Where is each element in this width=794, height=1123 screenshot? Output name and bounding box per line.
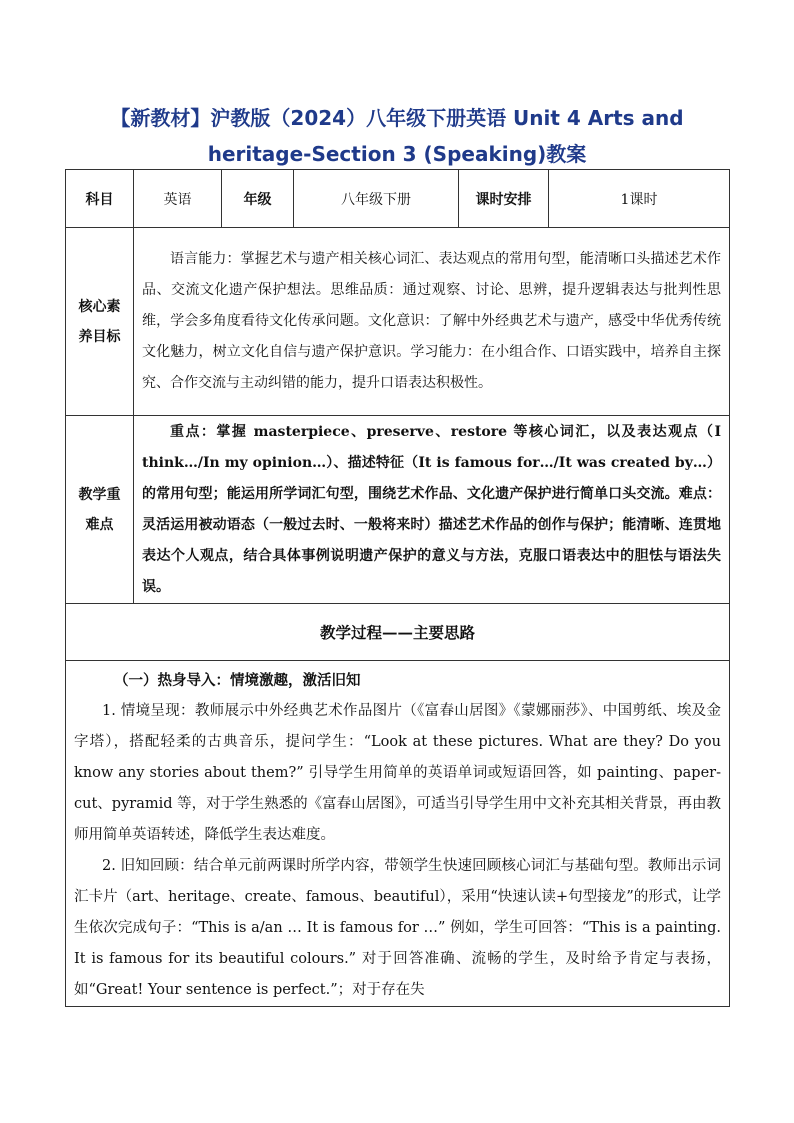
key-points-text: 重点：掌握 masterpiece、preserve、restore 等核心词汇，以及表达观点（I think…/In my opinion…）、描述特征（It is famous for…/It was created by…）的常用句型；能运用所学词汇句型，围绕艺术作品、文化遗产保护进行简单口头交流。难点：灵活运用被动语态（一般过去时、一般将来时）描述艺术作品的创作与保护；能清晰、连贯地表达个人观点，结合具体事例说明遗产保护的意义与方法，克服口语表达中的胆怯与语法失误。 — [134, 416, 730, 604]
key-points-row — [66, 416, 730, 604]
step-1-paragraph: 1. 情境呈现：教师展示中外经典艺术作品图片（《富春山居图》《蒙娜丽莎》、中国剪纸、埃及金字塔），搭配轻柔的古典音乐，提问学生：“Look at these pictures. What are they? Do you know any stories about them?” 引导学生用简单的英语单词或短语回答，如 painting、paper-cut、pyramid 等，对于学生熟悉的《富春山居图》，可适当引导学生用中文补充其相关背景，再由教师用简单英语转述，降低学生表达难度。 — [74, 703, 721, 843]
hours-label: 课时安排 — [459, 170, 549, 228]
goals-text: 语言能力：掌握艺术与遗产相关核心词汇、表达观点的常用句型，能清晰口头描述艺术作品、交流文化遗产保护想法。思维品质：通过观察、讨论、思辨，提升逻辑表达与批判性思维，学会多角度看待文化传承问题。文化意识：了解中外经典艺术与遗产，感受中华优秀传统文化魅力，树立文化自信与遗产保护意识。学习能力：在小组合作、口语实践中，培养自主探究、合作交流与主动纠错的能力，提升口语表达积极性。 — [134, 228, 730, 416]
goals-label: 核心素养目标 — [66, 228, 134, 416]
document-title: 【新教材】沪教版（2024）八年级下册英语 Unit 4 Arts and heritage-Section 3 (Speaking)教案 — [110, 106, 684, 166]
key-points-label: 教学重难点 — [66, 416, 134, 604]
lesson-plan-table — [65, 169, 730, 1007]
header-row — [66, 170, 730, 228]
section-1-title: （一）热身导入：情境激趣，激活旧知 — [114, 672, 361, 689]
process-row — [66, 661, 730, 1007]
grade-label: 年级 — [222, 170, 294, 228]
step-2-paragraph: 2. 旧知回顾：结合单元前两课时所学内容，带领学生快速回顾核心词汇与基础句型。教师出示词汇卡片（art、heritage、create、famous、beautiful），采用“快速认读+句型接龙”的形式，让学生依次完成句子：“This is a/an … It is famous for …” 例如，学生可回答：“This is a painting. It is famous for its beautiful colours.” 对于回答准确、流畅的学生，及时给予肯定与表扬，如“Great! Your sentence is perfect.”；对于存在失 — [74, 858, 721, 998]
process-heading: 教学过程——主要思路 — [66, 604, 730, 661]
subject-value: 英语 — [134, 170, 222, 228]
grade-value: 八年级下册 — [294, 170, 459, 228]
hours-value: 1课时 — [549, 170, 730, 228]
subject-label: 科目 — [66, 170, 134, 228]
goals-row — [66, 228, 730, 416]
process-heading-row — [66, 604, 730, 661]
process-content — [66, 661, 730, 1007]
